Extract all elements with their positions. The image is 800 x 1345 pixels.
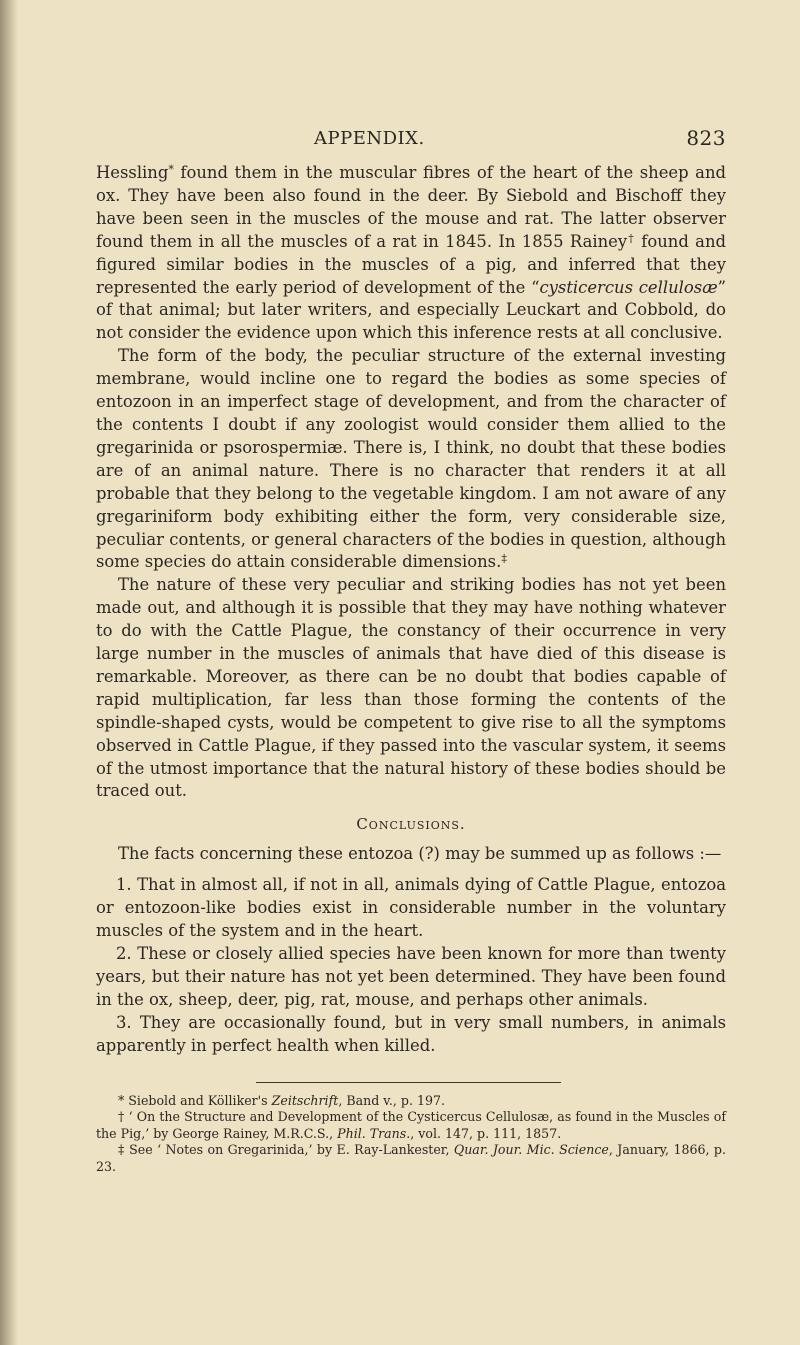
journal-title: Phil. Trans. <box>337 1125 411 1141</box>
footnote-mark: ‡ <box>118 1142 125 1158</box>
footnote-ref-double-dagger[interactable]: ‡ <box>501 552 507 566</box>
text-run: found and figured similar bodies in the muscles of a pig, and inferred that they represented the early period of development of the “ <box>96 231 726 297</box>
footnote-mark: † <box>118 1109 125 1125</box>
species-name: cysticercus cellulosæ <box>539 277 718 297</box>
page <box>96 128 726 1175</box>
footnote-ref-dagger[interactable]: † <box>627 231 635 245</box>
conclusion-item: 2. These or closely allied species have been known for more than twenty years, but their nature has not yet been determined. They have been found in the ox, sheep, deer, pig, rat, mouse, and perhaps other animals. <box>96 944 726 1009</box>
section-heading: Conclusions. <box>356 815 466 834</box>
running-header <box>96 128 726 162</box>
journal-title: Zeitschrift <box>271 1092 339 1108</box>
text-run: , vol. 147, p. 111, 1857. <box>410 1125 562 1141</box>
journal-title: Quar. Jour. Mic. Science <box>453 1142 609 1158</box>
footnote-3 <box>96 1142 726 1175</box>
text-run: See ‘ Notes on Gregarinida,’ by E. Ray-Lankester, <box>124 1142 454 1158</box>
paragraph-hessling <box>96 162 726 345</box>
footnote-1 <box>96 1093 726 1110</box>
text-run: ” of that animal; but later writers, and especially Leuckart and Cobbold, do not consider the evidence upon which this inference rests at all conclusive. <box>96 277 726 343</box>
page-number: 823 <box>686 126 726 150</box>
conclusions-lede: The facts concerning these entozoa (?) may be summed up as follows :— <box>118 844 722 864</box>
footnote-divider <box>256 1082 561 1083</box>
footnote-ref-star[interactable]: * <box>168 163 174 176</box>
running-title: APPENDIX. <box>314 128 425 149</box>
conclusion-item: 3. They are occasionally found, but in very small numbers, in animals apparently in perfect health when killed. <box>96 1012 726 1055</box>
conclusion-item: 1. That in almost all, if not in all, animals dying of Cattle Plague, entozoa or entozoon-like bodies exist in considerable number in the voluntary muscles of the system and in the heart. <box>96 875 726 941</box>
footnote-2 <box>96 1109 726 1142</box>
text-run: The form of the body, the peculiar structure of the external investing membrane, would incline one to regard the bodies as some species of entozoon in an imperfect stage of development, and from the character of the contents I doubt if any zoologist would consider them allied to the gregarinida or psorospermiæ. There is, I think, no doubt that these bodies are of an animal nature. There is no character that renders it at all probable that they belong to the vegetable kingdom. I am not aware of any gregariniform body exhibiting either the form, very considerable size, peculiar contents, or general characters of the bodies in question, although some species do attain considerable dimensions. <box>96 346 726 572</box>
text-run: , Band v., p. 197. <box>338 1092 445 1108</box>
footnote-mark: * <box>118 1092 125 1108</box>
text-run: , January, 1866, p. 23. <box>96 1142 726 1174</box>
paragraph-form <box>96 345 726 574</box>
text-run: ‘ On the Structure and Development of the Cysticercus Cellulosæ, as found in the Muscles of the Pig,’ by George Rainey, M.R.C.S., <box>96 1109 726 1141</box>
book-spine-shadow <box>0 0 18 1345</box>
text-run: found them in the muscular fibres of the heart of the sheep and ox. They have been also found in the deer. By Siebold and Bischoff they have been seen in the muscles of the mouse and rat. The latter observer found them in all the muscles of a rat in 1845. In 1855 Rainey <box>96 163 726 251</box>
text-run: Hessling <box>96 163 169 182</box>
paragraph-nature: The nature of these very peculiar and striking bodies has not yet been made out, and although it is possible that they may have nothing whatever to do with the Cattle Plague, the constancy of their occurrence in very large number in the muscles of animals that have died of this disease is remarkable. Moreover, as there can be no doubt that bodies capable of rapid multiplication, far less than those forming the contents of the spindle-shaped cysts, would be competent to give rise to all the symptoms observed in Cattle Plague, if they passed into the vascular system, it seems of the utmost importance that the natural history of these bodies should be traced out. <box>96 575 726 801</box>
text-run: Siebold and Kölliker's <box>124 1092 272 1108</box>
